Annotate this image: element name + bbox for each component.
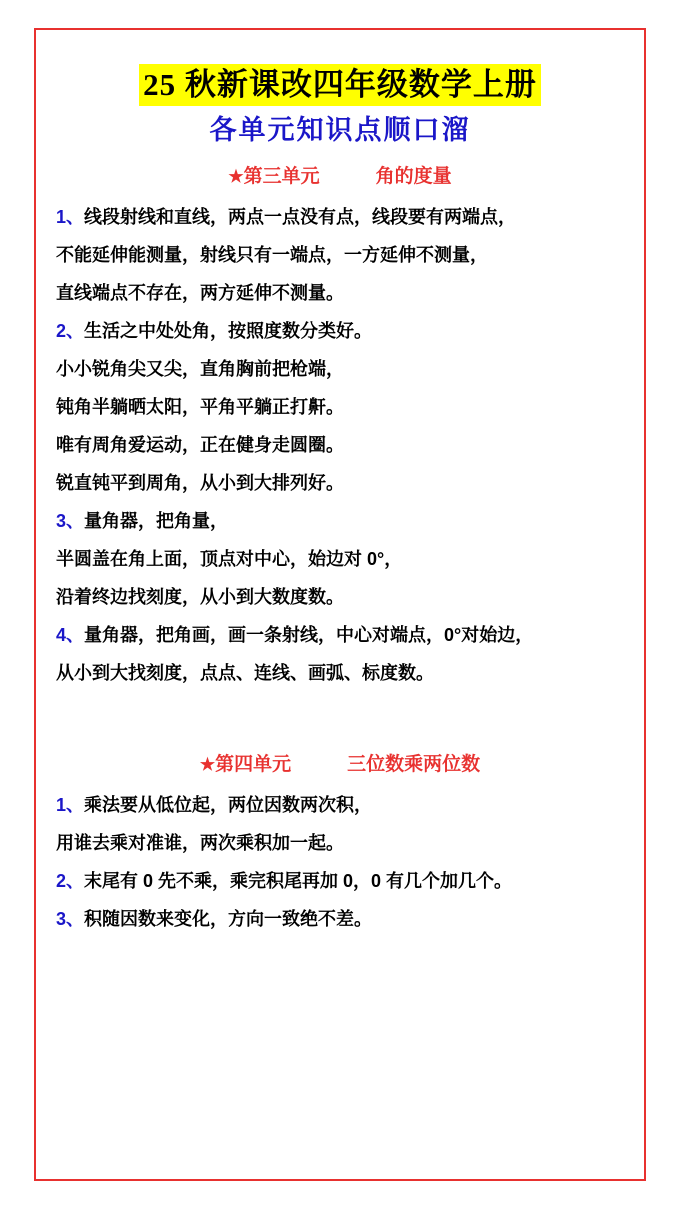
text-line (56, 540, 624, 578)
line-text: 量角器，把角量， (84, 511, 229, 531)
line-text: 积随因数来变化，方向一致绝不差。 (84, 909, 373, 929)
unit-heading-3 (56, 162, 624, 192)
line-number: 2、 (56, 321, 85, 341)
section-unit-4 (56, 750, 624, 938)
text-line (56, 350, 624, 388)
line-text: 用谁去乘对准谁，两次乘积加一起。 (56, 833, 344, 853)
line-number: 3、 (56, 909, 85, 929)
document-subtitle: 各单元知识点顺口溜 (209, 115, 471, 145)
section-spacer (56, 692, 624, 744)
section-unit-3 (56, 162, 624, 692)
line-text: 直线端点不存在，两方延伸不测量。 (56, 283, 344, 303)
text-line (56, 578, 624, 616)
line-text: 小小锐角尖又尖，直角胸前把枪端， (56, 359, 344, 379)
line-text: 末尾有 0 先不乘，乘完积尾再加 0，0 有几个加几个。 (84, 871, 513, 891)
unit-topic-3: 角的度量 (375, 166, 452, 187)
text-line (56, 824, 624, 862)
line-number: 1、 (56, 207, 85, 227)
text-line (56, 464, 624, 502)
text-line (56, 502, 624, 540)
text-line (56, 198, 624, 236)
line-text: 沿着终边找刻度，从小到大数度数。 (56, 587, 344, 607)
star-icon: ★ (228, 167, 244, 186)
text-line (56, 274, 624, 312)
line-text: 量角器，把角画，画一条射线，中心对端点，0°对始边， (84, 625, 534, 645)
text-line (56, 862, 624, 900)
line-number: 1、 (56, 795, 85, 815)
line-text: 钝角半躺晒太阳，平角平躺正打鼾。 (56, 397, 344, 417)
text-line (56, 312, 624, 350)
unit-topic-4: 三位数乘两位数 (347, 754, 481, 775)
document-title (56, 64, 624, 106)
line-text: 生活之中处处角，按照度数分类好。 (84, 321, 373, 341)
unit-heading-4 (56, 750, 624, 780)
text-line (56, 900, 624, 938)
unit-label-4: 第四单元 (215, 754, 292, 775)
star-icon: ★ (199, 755, 216, 774)
line-text: 线段射线和直线，两点一点没有点，线段要有两端点， (84, 207, 517, 227)
text-line (56, 236, 624, 274)
line-text: 乘法要从低位起，两位因数两次积， (84, 795, 373, 815)
text-line (56, 654, 624, 692)
unit-label-3: 第三单元 (243, 166, 320, 187)
text-line (56, 786, 624, 824)
text-line (56, 388, 624, 426)
line-text: 半圆盖在角上面，顶点对中心，始边对 0°， (56, 549, 403, 569)
document-title-text: 25 秋新课改四年级数学上册 (139, 64, 541, 106)
text-line (56, 426, 624, 464)
line-number: 2、 (56, 871, 85, 891)
line-text: 从小到大找刻度，点点、连线、画弧、标度数。 (56, 663, 434, 683)
line-text: 锐直钝平到周角，从小到大排列好。 (56, 473, 344, 493)
text-line (56, 616, 624, 654)
line-text: 唯有周角爱运动，正在健身走圆圈。 (56, 435, 344, 455)
document-content (22, 26, 658, 948)
line-number: 3、 (56, 511, 85, 531)
line-number: 4、 (56, 625, 85, 645)
line-text: 不能延伸能测量，射线只有一端点，一方延伸不测量， (56, 245, 488, 265)
